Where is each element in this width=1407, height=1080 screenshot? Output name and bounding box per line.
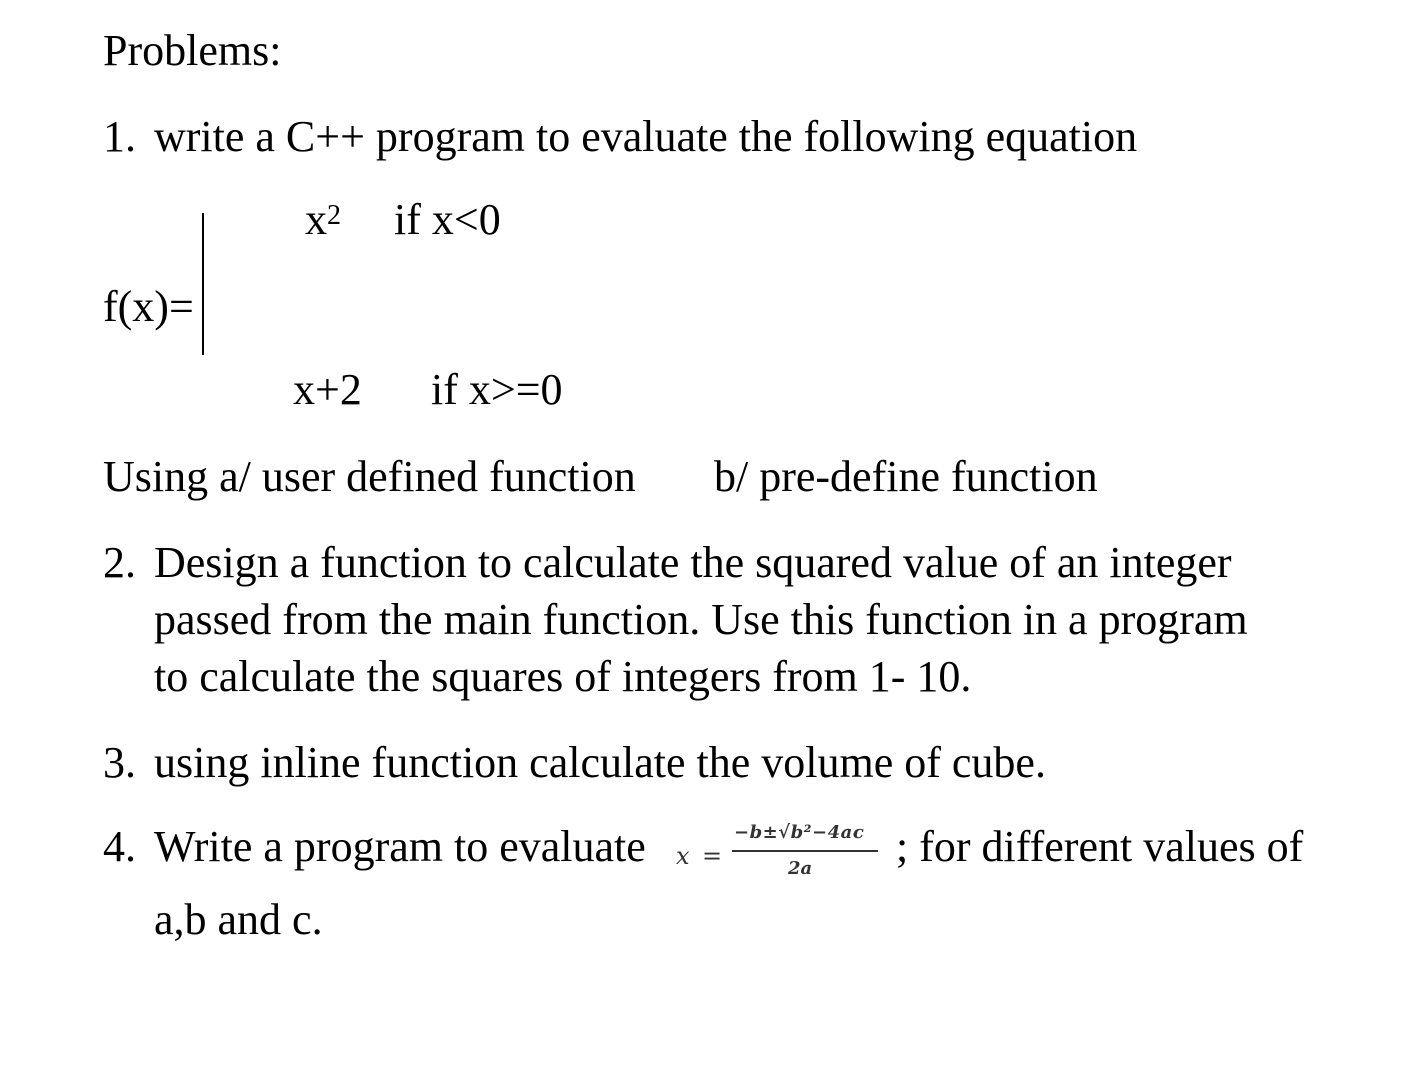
- problem-2-line: Design a function to calculate the squared value of an integer: [154, 538, 1232, 587]
- case-1-expression: [305, 195, 341, 245]
- using-option-b: b/ pre-define function: [714, 452, 1098, 501]
- problem-2-number: 2.: [103, 538, 136, 587]
- problem-4-text: Write a program to evaluate: [154, 822, 646, 871]
- formula-lhs: x: [676, 842, 690, 870]
- problem-3-number: 3.: [103, 738, 136, 787]
- problem-4-line-2: a,b and c.: [154, 895, 323, 944]
- problem-2-line: passed from the main function. Use this function in a program: [154, 595, 1248, 644]
- case-1-base: x: [305, 195, 327, 244]
- formula-denominator: 2a: [788, 858, 813, 879]
- function-lhs: f(x)=: [103, 282, 194, 331]
- case-2-expression: x+2: [293, 365, 362, 414]
- case-1-exponent: 2: [327, 200, 341, 231]
- problem-1-number: 1.: [103, 112, 136, 161]
- piecewise-bracket: [202, 213, 204, 355]
- problem-4-text-after: ; for different values of: [896, 822, 1304, 871]
- using-option-a: Using a/ user defined function: [103, 452, 636, 501]
- problem-3-text: using inline function calculate the volume of cube.: [154, 738, 1046, 787]
- formula-numerator: −b±√b²−4ac: [734, 822, 865, 843]
- formula-equals: =: [702, 842, 723, 870]
- problem-4-number: 4.: [103, 822, 136, 871]
- problem-2-line: to calculate the squares of integers from 1- 10.: [154, 652, 972, 701]
- case-2-condition: if x>=0: [431, 365, 563, 414]
- heading: Problems:: [103, 26, 282, 75]
- case-1-condition: if x<0: [394, 195, 501, 244]
- fraction-bar: [732, 850, 878, 852]
- problem-1-text: write a C++ program to evaluate the following equation: [154, 112, 1138, 161]
